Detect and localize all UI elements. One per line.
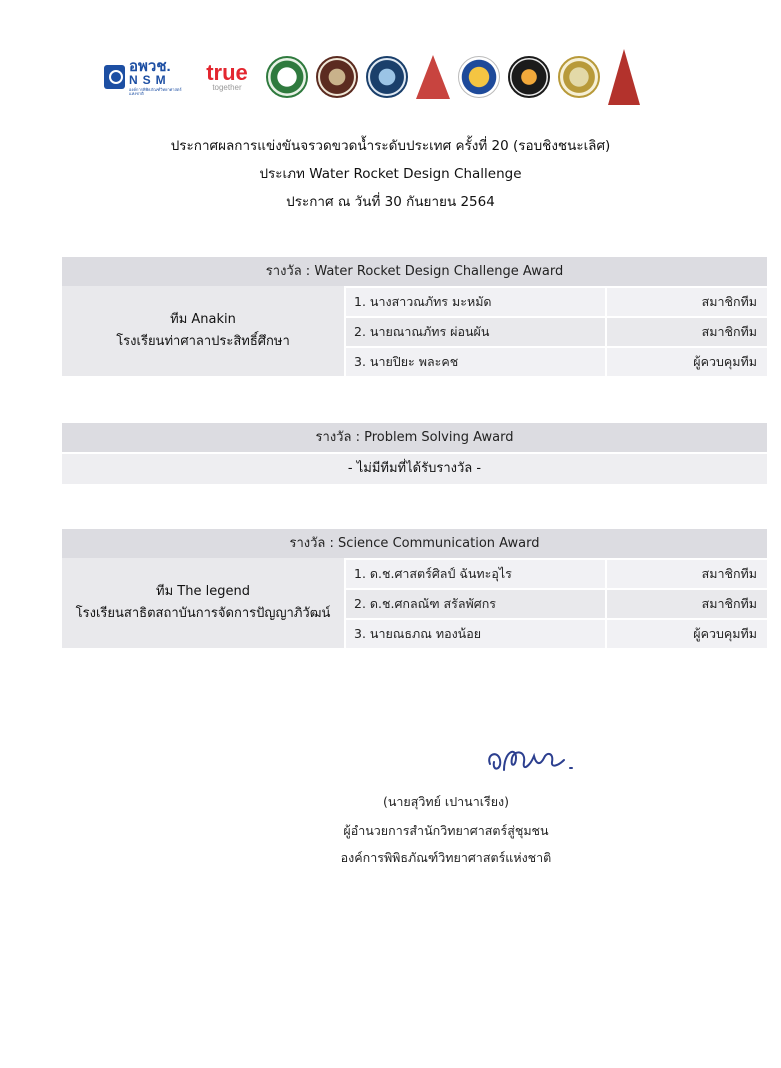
award-table-problem-solving [62,423,767,484]
table-row [346,618,767,648]
signature-mark [482,740,592,780]
member-role: ผู้ควบคุมทีม [693,626,757,641]
sponsor-logos [104,48,704,106]
announcement-title: ประกาศผลการแข่งขันจรวดขวดน้ำระดับประเทศ ครั้งที่ 20 (รอบชิงชนะเลิศ) [170,138,611,154]
table-row [346,588,767,618]
award-title: รางวัล : Problem Solving Award [62,423,767,452]
table-row [346,316,767,346]
member-name: 2. นายณาณภัทร ผ่อนผัน [346,318,607,346]
school-name: โรงเรียนท่าศาลาประสิทธิ์ศึกษา [116,334,290,349]
member-name: 1. ด.ช.ศาสตร์ศิลป์ ฉันทะอุไร [346,560,607,588]
table-row [346,286,767,316]
table-row [346,558,767,588]
member-name: 3. นายณธภณ ทองน้อย [346,620,607,648]
member-role: สมาชิกทีม [701,596,757,611]
school-name: โรงเรียนสาธิตสถาบันการจัดการปัญญาภิวัฒน์ [75,606,331,621]
award-table-design [62,257,767,376]
true-tagline: together [212,83,242,92]
team-name: ทีม Anakin [170,312,236,327]
announcement-date: ประกาศ ณ วันที่ 30 กันยายน 2564 [286,194,495,210]
true-wordmark: true [206,60,248,85]
member-role: สมาชิกทีม [701,294,757,309]
university-seal-brown-icon [316,56,358,98]
member-role: ผู้ควบคุมทีม [693,354,757,369]
team-cell [62,558,346,648]
table-row [346,346,767,376]
signatory-organization: องค์การพิพิธภัณฑ์วิทยาศาสตร์แห่งชาติ [340,850,552,865]
award-title: รางวัล : Water Rocket Design Challenge Award [62,257,767,286]
team-cell [62,286,346,376]
member-name: 1. นางสาวณภัทร มะหมัด [346,288,607,316]
university-seal-green-icon [266,56,308,98]
university-seal-gold-blue-icon [458,56,500,98]
announcement-category: ประเภท Water Rocket Design Challenge [259,166,522,182]
award-table-science-communication [62,529,767,648]
member-role: สมาชิกทีม [701,566,757,581]
university-seal-gold-icon [558,56,600,98]
member-list [346,558,767,648]
signatory-name: (นายสุวิทย์ เปานาเรียง) [382,794,510,809]
member-list [346,286,767,376]
university-seal-blue-icon [366,56,408,98]
member-role: สมาชิกทีม [701,324,757,339]
nsm-english-text: NSM [129,72,171,87]
university-emblem-red-icon [416,55,450,99]
team-name: ทีม The legend [156,584,250,599]
member-name: 3. นายปิยะ พละคช [346,348,607,376]
university-seal-black-icon [508,56,550,98]
nsm-thai-text: อพวช. [129,57,171,75]
nsm-emblem-icon [104,65,125,89]
member-name: 2. ด.ช.ศกลณัฑ สรัลพัศกร [346,590,607,618]
signatory-position: ผู้อำนวยการสำนักวิทยาศาสตร์สู่ชุมชน [343,823,549,838]
no-winner-text: - ไม่มีทีมที่ได้รับรางวัล - [62,452,767,484]
university-spire-emblem-icon [608,49,640,105]
award-title: รางวัล : Science Communication Award [62,529,767,558]
nsm-logo [104,59,188,96]
nsm-tagline: องค์การพิพิธภัณฑ์วิทยาศาสตร์แห่งชาติ [129,86,182,96]
true-logo [196,62,258,92]
